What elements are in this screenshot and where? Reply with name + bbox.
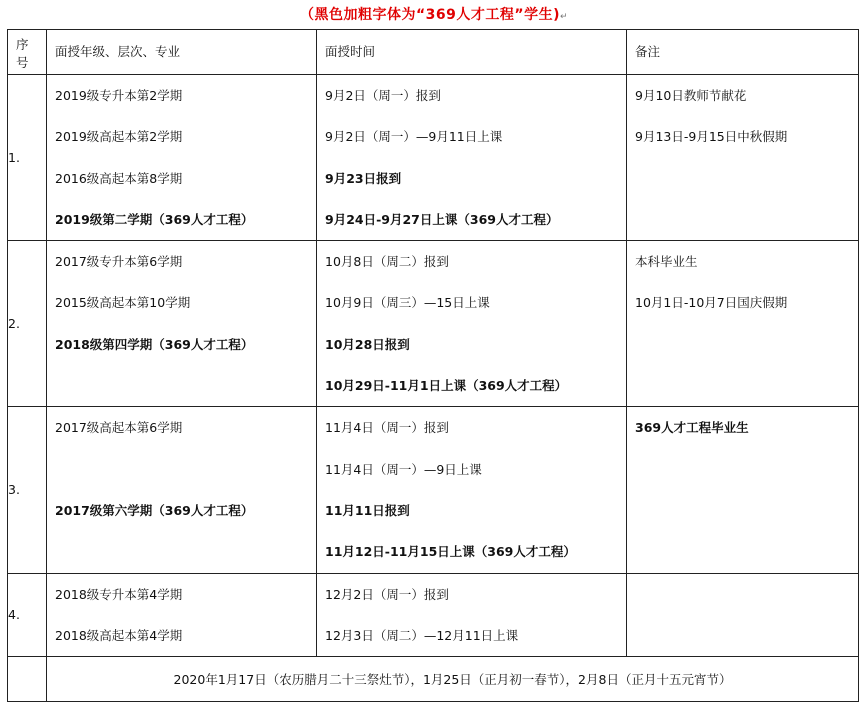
time-line: 9月2日（周一）报到 (325, 88, 441, 103)
times-cell (317, 241, 627, 407)
title-text: （黑色加粗字体为“369人才工程”学生) (299, 7, 560, 23)
time-line: 10月29日-11月1日上课（369人才工程） (325, 378, 568, 394)
schedule-table (7, 29, 859, 702)
grade-line (47, 449, 316, 490)
table-row (8, 75, 859, 241)
note-line (627, 158, 858, 199)
row-index: 1. (8, 75, 47, 241)
grade-line: 2018级第四学期（369人才工程） (55, 336, 254, 352)
header-note-cell (627, 30, 859, 75)
header-time-cell (317, 30, 627, 75)
row-index: 2. (8, 241, 47, 407)
header-time: 面授时间 (325, 44, 376, 59)
times-cell (317, 75, 627, 241)
header-note: 备注 (635, 44, 661, 59)
header-grade-cell (47, 30, 317, 75)
time-line: 9月24日-9月27日上课（369人才工程） (325, 211, 559, 227)
grade-line: 2016级高起本第8学期 (55, 170, 183, 186)
time-line: 11月12日-11月15日上课（369人才工程） (325, 544, 576, 560)
grade-line (47, 365, 316, 406)
time-line: 11月11日报到 (325, 502, 410, 518)
row-index: 4. (8, 573, 47, 657)
notes-cell (627, 75, 859, 241)
time-line: 12月3日（周二）—12月11日上课 (325, 627, 519, 643)
notes-cell (627, 241, 859, 407)
table-header-row (8, 30, 859, 75)
times-cell (317, 573, 627, 657)
document-title: （黑色加粗字体为“369人才工程”学生)↵ (299, 7, 569, 23)
grade-line: 2018级高起本第4学期 (55, 627, 183, 643)
note-line: 369人才工程毕业生 (635, 420, 749, 436)
grades-cell (47, 573, 317, 657)
note-line: 本科毕业生 (635, 254, 698, 270)
time-line: 12月2日（周一）报到 (325, 586, 449, 602)
note-line: 9月13日-9月15日中秋假期 (635, 129, 788, 145)
grades-cell (47, 241, 317, 407)
time-line: 11月4日（周一）—9日上课 (325, 461, 482, 477)
header-grade: 面授年级、层次、专业 (55, 44, 181, 59)
grade-line (47, 531, 316, 572)
time-line: 11月4日（周一）报到 (325, 420, 449, 436)
grade-line: 2017级高起本第6学期 (55, 420, 183, 436)
time-line: 10月8日（周二）报到 (325, 254, 449, 270)
grade-line: 2018级专升本第4学期 (55, 586, 183, 602)
grade-line: 2019级高起本第2学期 (55, 129, 183, 145)
header-index-cell (8, 30, 47, 75)
time-line: 10月28日报到 (325, 336, 410, 352)
notes-cell (627, 407, 859, 573)
grade-line: 2019级专升本第2学期 (55, 88, 183, 103)
times-cell (317, 407, 627, 573)
grade-line: 2017级第六学期（369人才工程） (55, 502, 254, 518)
table-footer-row (8, 657, 859, 702)
table-row (8, 241, 859, 407)
time-line: 9月23日报到 (325, 170, 402, 186)
footer-holidays: 2020年1月17日（农历腊月二十三祭灶节），1月25日（正月初一春节），2月8日（正月十五元宵节） (47, 657, 859, 702)
table-row (8, 407, 859, 573)
table-row (8, 573, 859, 657)
row-index: 3. (8, 407, 47, 573)
header-index: 序号 (16, 37, 29, 70)
grade-line: 2019级第二学期（369人才工程） (55, 211, 254, 227)
note-line: 10月1日-10月7日国庆假期 (635, 295, 788, 311)
footer-index (8, 657, 47, 702)
time-line: 9月2日（周一）—9月11日上课 (325, 129, 503, 145)
note-line: 9月10日教师节献花 (635, 88, 747, 103)
grade-line: 2015级高起本第10学期 (55, 295, 191, 311)
grade-line: 2017级专升本第6学期 (55, 254, 183, 270)
grades-cell (47, 407, 317, 573)
note-line (627, 574, 858, 615)
notes-cell (627, 573, 859, 657)
time-line: 10月9日（周三）—15日上课 (325, 295, 490, 311)
grades-cell (47, 75, 317, 241)
